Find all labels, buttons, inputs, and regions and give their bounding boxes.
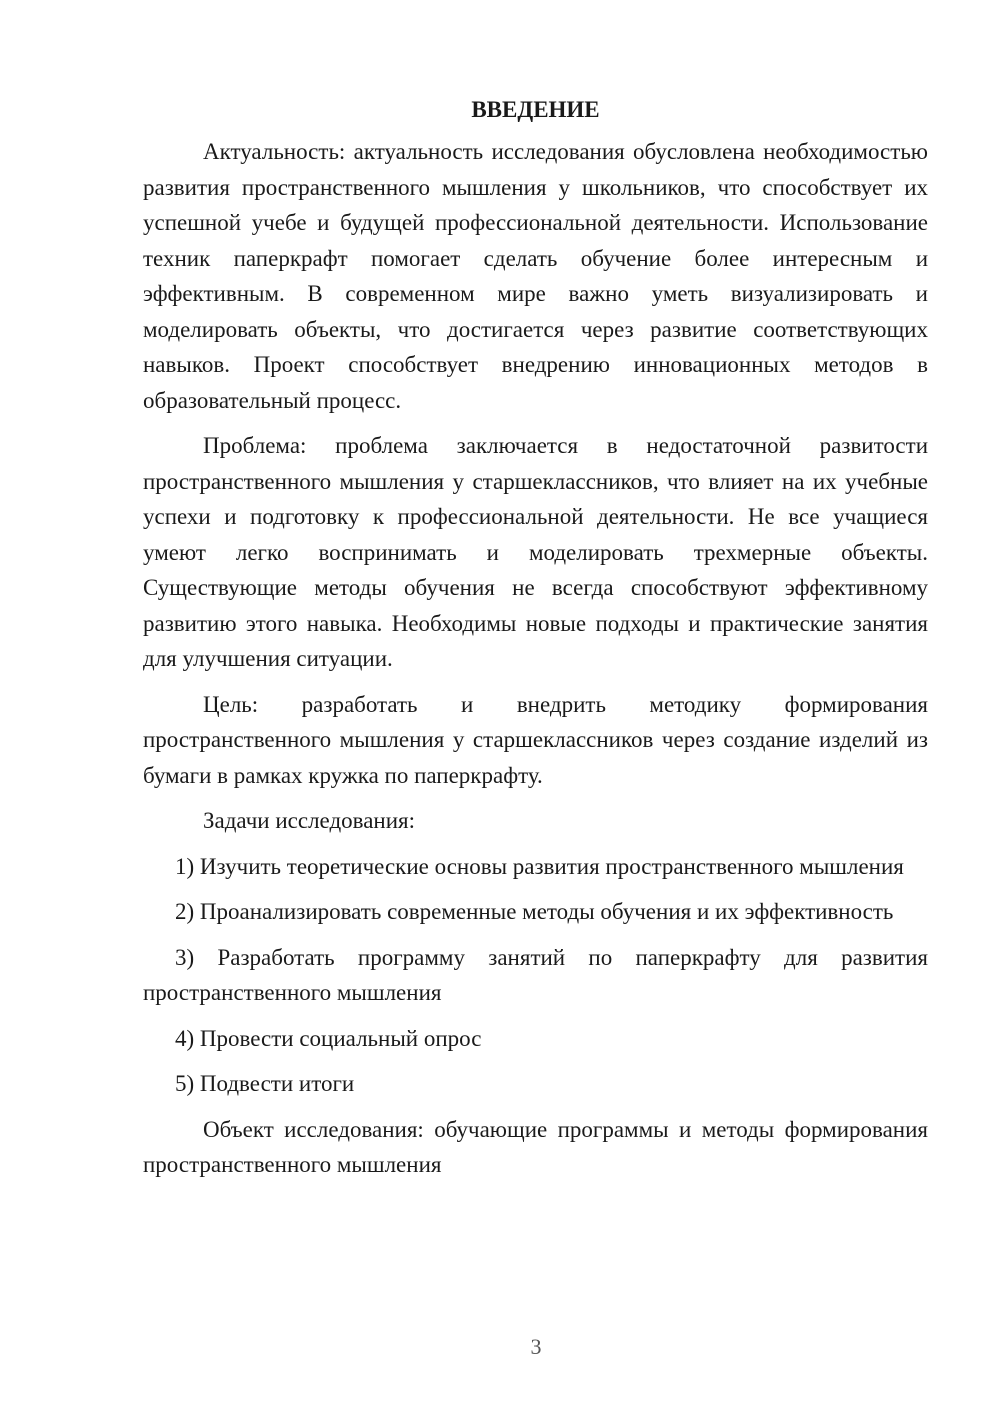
paragraph-relevance: Актуальность: актуальность исследования обусловлена необходимостью развития пространственного мышления у школьников, что способствует их успешной учебе и будущей профессиональной деятельности. Использование техник паперкрафт помогает сделать обучение более интересным и эффективным. В современном мире важно уметь визуализировать и моделировать объекты, что достигается через развитие соответствующих навыков. Проект способствует внедрению инновационных методов в образовательный процесс. (143, 139, 928, 413)
task-item: 3) Разработать программу занятий по паперкрафту для развития пространственного мышления (143, 944, 928, 1005)
task-item: 4) Провести социальный опрос (175, 1025, 482, 1051)
section-title: ВВЕДЕНИЕ (471, 97, 600, 122)
page-number: 3 (530, 1334, 542, 1359)
task-item: 2) Проанализировать современные методы обучения и их эффективность (175, 899, 894, 924)
page-content (143, 92, 928, 1193)
paragraph-object: Объект исследования: обучающие программы и методы формирования пространственного мышления (143, 1116, 928, 1177)
paragraph-goal: Цель: разработать и внедрить методику формирования пространственного мышления у старшеклассников через создание изделий из бумаги в рамках кружка по паперкрафту. (143, 691, 928, 788)
paragraph-problem: Проблема: проблема заключается в недостаточной развитости пространственного мышления у старшеклассников, что влияет на их учебные успехи и подготовку к профессиональной деятельности. Не все учащиеся умеют легко воспринимать и моделировать трехмерные объекты. Существующие методы обучения не всегда способствуют эффективному развитию этого навыка. Необходимы новые подходы и практические занятия для улучшения ситуации. (143, 433, 928, 671)
task-item: 1) Изучить теоретические основы развития пространственного мышления (175, 853, 904, 879)
task-item: 5) Подвести итоги (175, 1071, 355, 1096)
tasks-heading: Задачи исследования: (203, 808, 416, 833)
